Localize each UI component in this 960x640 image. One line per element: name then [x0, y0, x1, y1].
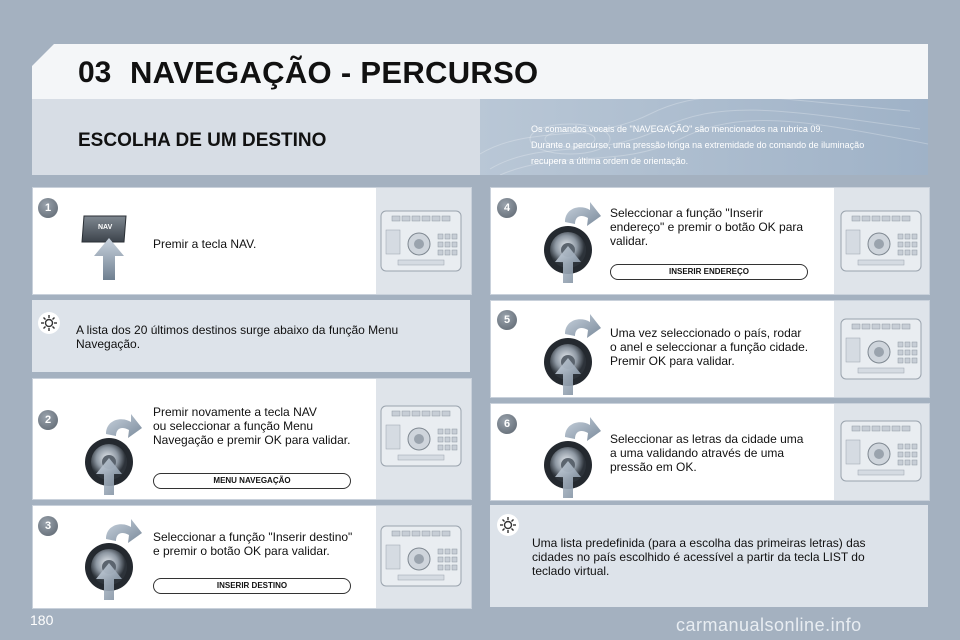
rotary-knob-icon: [535, 198, 605, 283]
step-line: o anel e seleccionar a função cidade.: [610, 340, 809, 354]
radio-unit-image: [380, 210, 462, 272]
step-2-badge: 2: [38, 410, 58, 430]
section-title: ESCOLHA DE UM DESTINO: [78, 130, 327, 151]
step-6-text: [610, 432, 803, 474]
step-line: Seleccionar a função "Inserir: [610, 206, 764, 220]
up-arrow-icon: [94, 238, 124, 280]
note-line: teclado virtual.: [532, 564, 610, 578]
step-line: Navegação e premir OK para validar.: [153, 433, 351, 447]
step-2-text: [153, 405, 350, 447]
watermark: carmanualsonline.info: [676, 615, 862, 635]
step-4-badge: 4: [497, 198, 517, 218]
note-line: A lista dos 20 últimos destinos surge abaixo da função Menu: [76, 323, 399, 337]
step-line: ou seleccionar a função Menu: [153, 419, 314, 433]
step-line: Seleccionar as letras da cidade uma: [610, 432, 804, 446]
inserir-endereco-button[interactable]: INSERIR ENDEREÇO: [610, 264, 808, 280]
menu-navegacao-button[interactable]: MENU NAVEGAÇÃO: [153, 473, 351, 489]
page-number: 180: [30, 612, 54, 628]
note-line: Uma lista predefinida (para a escolha das primeiras letras) das: [532, 536, 866, 550]
step-line: Uma vez seleccionado o país, rodar: [610, 326, 802, 340]
step-6-badge: 6: [497, 414, 517, 434]
inserir-destino-button[interactable]: INSERIR DESTINO: [153, 578, 351, 594]
tip-sun-icon: [38, 312, 60, 334]
step-3-badge: 3: [38, 516, 58, 536]
step-1-text: Premir a tecla NAV.: [153, 237, 257, 251]
step-4-text: [610, 206, 803, 248]
radio-unit-image: [380, 405, 462, 467]
rotary-knob-icon: [535, 310, 605, 395]
step-1-badge: 1: [38, 198, 58, 218]
radio-unit-image: [840, 420, 922, 482]
intro-text: [531, 121, 911, 169]
intro-line: Durante o percurso, uma pressão longa na extremidade do comando de iluminação: [531, 140, 865, 150]
step-line: a uma validando através de uma: [610, 446, 785, 460]
rotary-knob-icon: [76, 515, 146, 600]
note-line: cidades no país escolhido é acessível a partir da tecla LIST do: [532, 550, 865, 564]
step-line: pressão em OK.: [610, 460, 697, 474]
note-line: Navegação.: [76, 337, 141, 351]
rotary-knob-icon: [76, 410, 146, 495]
rotary-knob-icon: [535, 413, 605, 498]
step-line: Premir novamente a tecla NAV: [153, 405, 317, 419]
step-line: Premir OK para validar.: [610, 354, 735, 368]
intro-line: Os comandos vocais de "NAVEGAÇÃO" são mencionados na rubrica 09.: [531, 124, 823, 134]
chapter-number: 03: [78, 56, 112, 89]
step-5-badge: 5: [497, 310, 517, 330]
page-title: NAVEGAÇÃO - PERCURSO: [130, 55, 539, 90]
step-5-text: [610, 326, 808, 368]
note-2-text: [532, 536, 866, 578]
radio-unit-image: [840, 318, 922, 380]
step-line: Seleccionar a função "Inserir destino": [153, 530, 353, 544]
note-1-text: [76, 323, 398, 351]
step-line: e premir o botão OK para validar.: [153, 544, 330, 558]
intro-line: recupera a última ordem de orientação.: [531, 156, 689, 166]
step-line: endereço" e premir o botão OK para: [610, 220, 804, 234]
nav-key-label: NAV: [98, 224, 113, 231]
tip-sun-icon: [497, 514, 519, 536]
radio-unit-image: [840, 210, 922, 272]
step-3-text: [153, 530, 352, 558]
step-line: validar.: [610, 234, 649, 248]
radio-unit-image: [380, 525, 462, 587]
